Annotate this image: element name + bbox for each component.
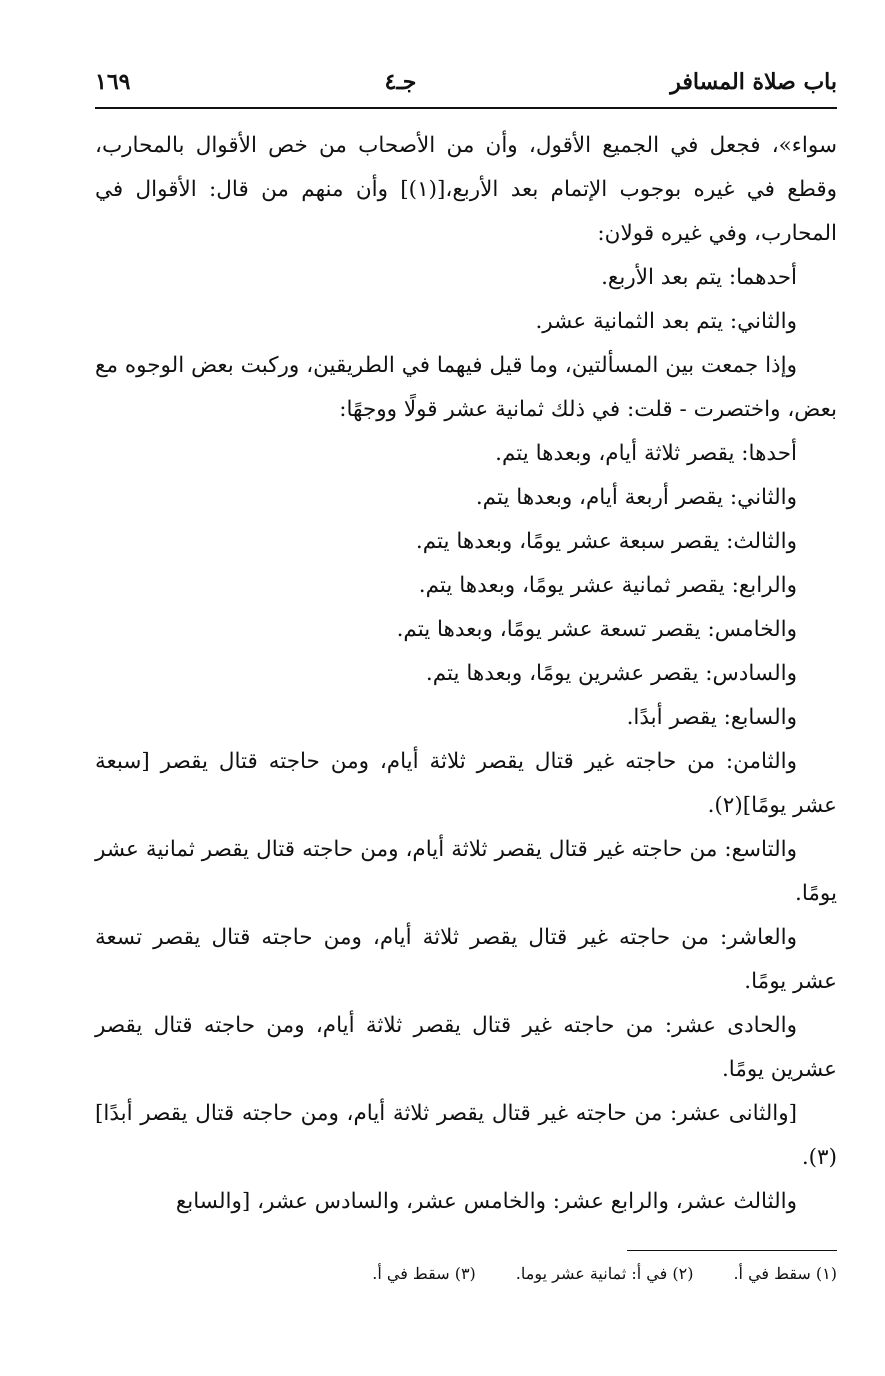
footnote-1: (١) سقط في أ. — [733, 1264, 837, 1283]
paragraph: وإذا جمعت بين المسألتين، وما قيل فيهما في الطريقين، وركبت بعض الوجوه مع بعض، واختصرت - قلت: في ذلك ثمانية عشر قولًا ووجهًا: — [95, 353, 837, 422]
paragraph: والعاشر: من حاجته غير قتال يقصر ثلاثة أيام، ومن حاجته قتال يقصر تسعة عشر يومًا. — [95, 925, 837, 994]
running-header — [95, 60, 837, 104]
paragraph: والثامن: من حاجته غير قتال يقصر ثلاثة أيام، ومن حاجته قتال يقصر [سبعة عشر يومًا](٢). — [95, 749, 837, 818]
footnotes — [95, 1262, 837, 1286]
footnote-2: (٢) في أ: ثمانية عشر يوما. — [515, 1264, 694, 1283]
paragraph: والحادى عشر: من حاجته غير قتال يقصر ثلاثة أيام، ومن حاجته قتال يقصر عشرين يومًا. — [95, 1013, 837, 1082]
main-text — [95, 124, 837, 1224]
paragraph: والسابع: يقصر أبدًا. — [626, 705, 797, 730]
paragraph: أحدها: يقصر ثلاثة أيام، وبعدها يتم. — [495, 441, 797, 466]
footnote-divider — [627, 1250, 837, 1251]
paragraph: والثالث عشر، والرابع عشر: والخامس عشر، والسادس عشر، [والسابع — [175, 1189, 797, 1214]
paragraph: والثاني: يتم بعد الثمانية عشر. — [535, 309, 797, 334]
footnote-3: (٣) سقط في أ. — [372, 1264, 476, 1283]
paragraph: والثالث: يقصر سبعة عشر يومًا، وبعدها يتم. — [415, 529, 797, 554]
chapter-title: باب صلاة المسافر — [670, 69, 837, 95]
page-number: ١٦٩ — [95, 69, 131, 95]
paragraph: [والثانى عشر: من حاجته غير قتال يقصر ثلاثة أيام، ومن حاجته قتال يقصر أبدًا](٣). — [95, 1101, 837, 1170]
paragraph: والتاسع: من حاجته غير قتال يقصر ثلاثة أيام، ومن حاجته قتال يقصر ثمانية عشر يومًا. — [95, 837, 837, 906]
volume-label: جـ٤ — [384, 69, 417, 95]
paragraph: والثاني: يقصر أربعة أيام، وبعدها يتم. — [475, 485, 797, 510]
paragraph: والخامس: يقصر تسعة عشر يومًا، وبعدها يتم. — [396, 617, 797, 642]
paragraph: والسادس: يقصر عشرين يومًا، وبعدها يتم. — [425, 661, 797, 686]
paragraph: أحدهما: يتم بعد الأربع. — [601, 265, 797, 290]
header-divider — [95, 107, 837, 109]
paragraph: سواء»، فجعل في الجميع الأقول، وأن من الأصحاب من خص الأقوال بالمحارب، وقطع في غيره بوجوب الإتمام بعد الأربع،[(١)] وأن منهم من قال: الأقوال في المحارب، وفي غيره قولان: — [95, 133, 837, 246]
paragraph: والرابع: يقصر ثمانية عشر يومًا، وبعدها يتم. — [418, 573, 797, 598]
